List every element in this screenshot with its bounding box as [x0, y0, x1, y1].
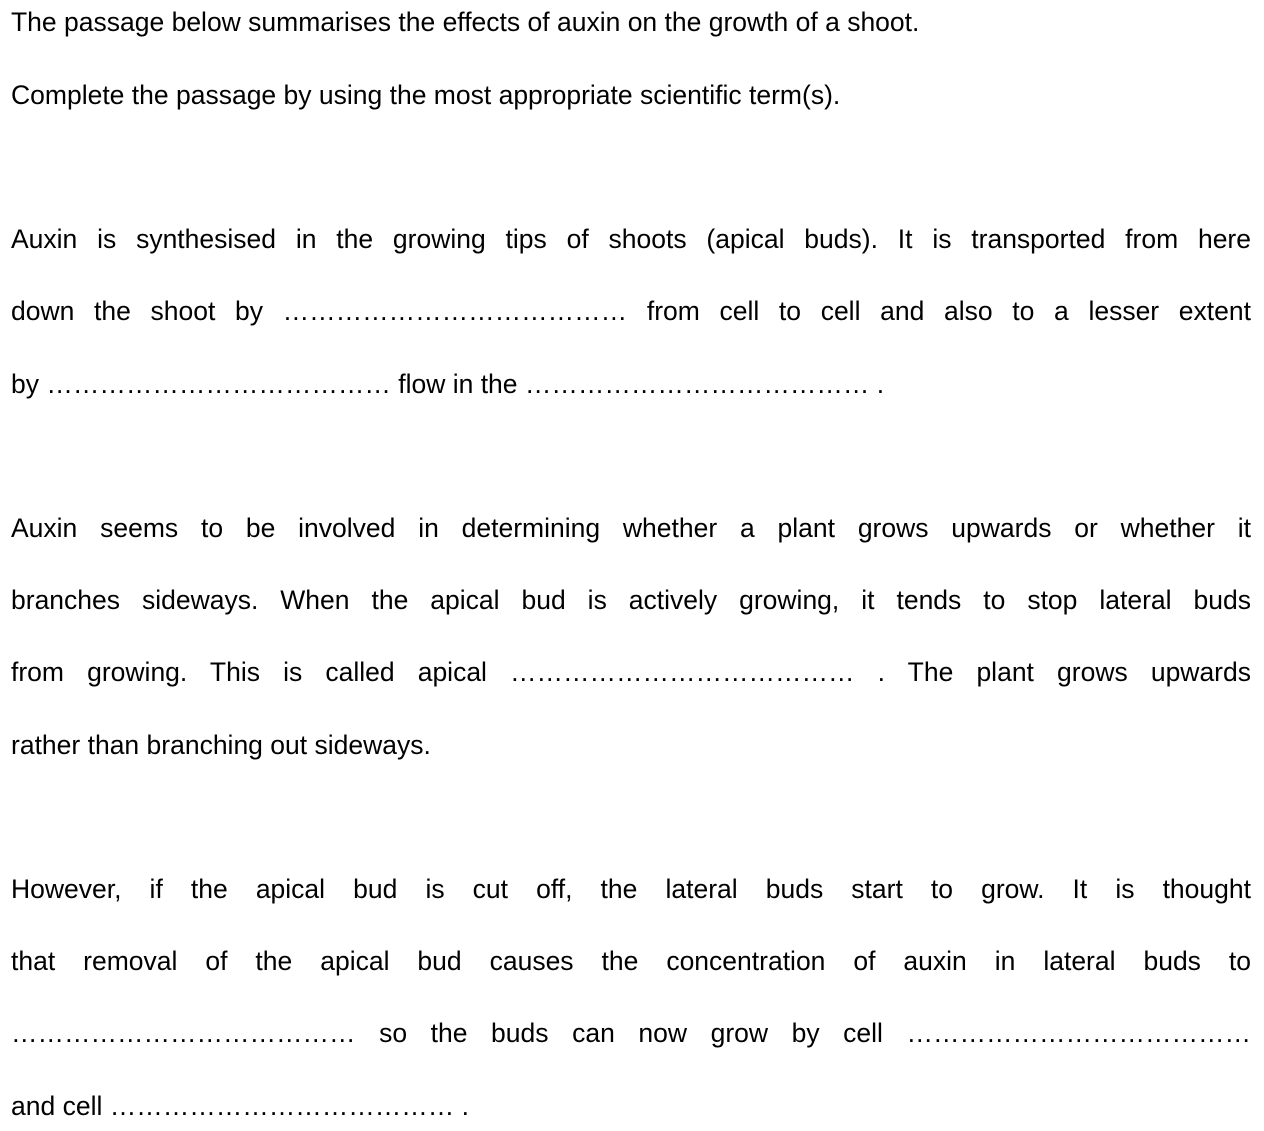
instruction-text: Complete the passage by using the most appropriate scientific term(s). — [11, 80, 841, 110]
passage-line: that removal of the apical bud causes the concentration of auxin in lateral buds to — [11, 946, 1251, 976]
intro-text: The passage below summarises the effects of auxin on the growth of a shoot. — [11, 7, 920, 37]
passage-line: However, if the apical bud is cut off, the lateral buds start to grow. It is thought — [11, 874, 1251, 904]
passage-line: Auxin is synthesised in the growing tips of shoots (apical buds). It is transported from here — [11, 224, 1251, 254]
passage-line: rather than branching out sideways. — [11, 730, 431, 760]
passage-line: Auxin seems to be involved in determining whether a plant grows upwards or whether it — [11, 513, 1251, 543]
passage-line-with-blank: and cell ………………………………… . — [11, 1091, 469, 1121]
passage-line-with-blanks: ………………………………… so the buds can now grow by cell ………………………………… — [11, 1018, 1251, 1048]
passage-line-with-blank: from growing. This is called apical ………………………………… . The plant grows upwards — [11, 657, 1251, 687]
passage-line-with-blanks: by ………………………………… flow in the ………………………………… . — [11, 369, 885, 399]
passage-line: branches sideways. When the apical bud is actively growing, it tends to stop lateral buds — [11, 585, 1251, 615]
passage-line-with-blank: down the shoot by ………………………………… from cell to cell and also to a lesser extent — [11, 296, 1251, 326]
